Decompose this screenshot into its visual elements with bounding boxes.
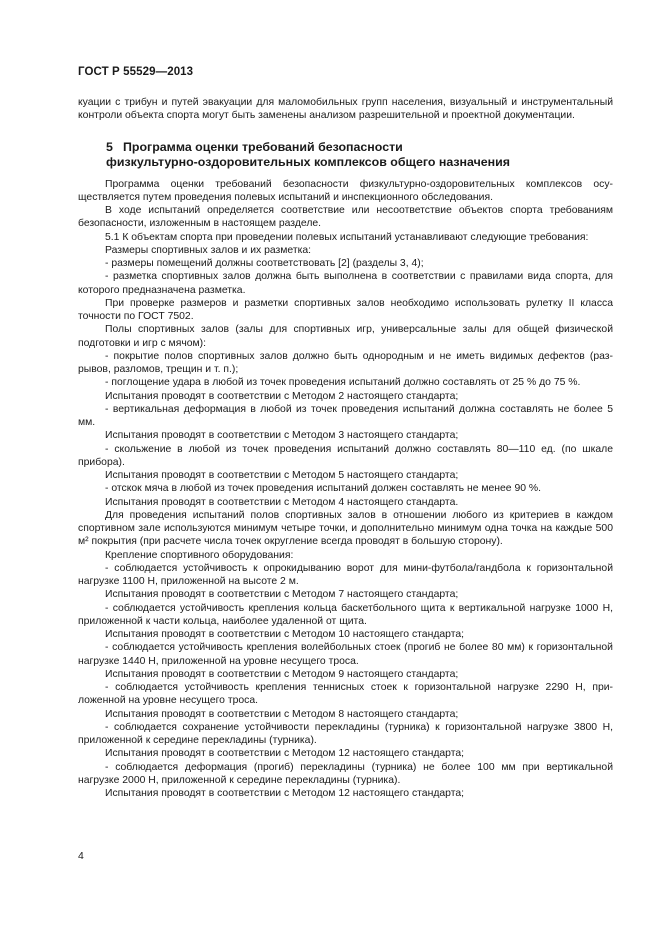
test-method-note: Испытания проводят в соответствии с Методом 12 настоящего стандарта; xyxy=(105,748,465,760)
test-method-note: Испытания проводят в соответствии с Методом 2 настоящего стандарта; xyxy=(105,390,459,402)
paragraph: При проверке размеров и разметки спортивных залов необходимо использовать рулетку II класса точности по ГОСТ 7502. xyxy=(78,297,613,322)
document-header-code: ГОСТ Р 55529—2013 xyxy=(78,66,194,78)
paragraph: В ходе испытаний определяется соответствие или несоответствие объектов спорта требованиям безопасности, изложенным в настоящем разделе. xyxy=(78,205,613,230)
intro-paragraph: куации с трибун и путей эвакуации для маломобильных групп населения, визуальный и инструментальный контроли объекта спорта могут быть заменены анализом разрешительной и проектной документации. xyxy=(78,97,613,122)
paragraph: Полы спортивных залов (залы для спортивных игр, универсальные залы для общей физической подготовки и игр с мячом): xyxy=(78,324,613,349)
test-method-note: Испытания проводят в соответствии с Методом 7 настоящего стандарта; xyxy=(105,589,459,601)
list-item: - поглощение удара в любой из точек проведения испытаний должно составлять от 25 % до 75 %. xyxy=(105,377,581,389)
test-method-note: Испытания проводят в соответствии с Методом 8 настоящего стандарта; xyxy=(105,708,459,720)
test-method-note: Испытания проводят в соответствии с Методом 5 настоящего стандарта; xyxy=(105,470,459,481)
list-item: - отскок мяча в любой из точек проведения испытаний должен составлять не менее 90 %. xyxy=(105,483,542,495)
list-item: - соблюдается устойчивость крепления кольца баскетбольного щита к вертикальной нагрузке 1000 Н, приложенной к части кольца, наиболее удаленной от щита. xyxy=(78,602,613,627)
test-method-note: Испытания проводят в соответствии с Методом 10 настоящего стандарта; xyxy=(105,629,465,640)
section-paragraphs xyxy=(78,178,613,801)
section-title-line1: Программа оценки требований безопасности xyxy=(123,139,403,154)
section-title-line2: физкультурно-оздоровительных комплексов общего назначения xyxy=(106,155,511,169)
paragraph: Программа оценки требований безопасности физкультурно-оздоровительных комплексов осуществляется путем проведения полевых испытаний и инспекционного обследования. xyxy=(78,178,613,203)
list-item: - покрытие полов спортивных залов должно быть однородным и не иметь видимых дефектов (разрывов, разломов, трещин и т. п.); xyxy=(78,350,613,375)
page-number: 4 xyxy=(78,851,84,862)
list-item: - соблюдается деформация (прогиб) перекладины (турника) не более 100 мм при вертикальной нагрузке 2000 Н, приложенной к середине перекладины (турника). xyxy=(78,761,613,786)
list-item: - вертикальная деформация в любой из точек проведения испытаний должна составлять не более 5 мм. xyxy=(78,403,613,428)
list-item: - скольжение в любой из точек проведения испытаний должно составлять 80—110 ед. (по шкале прибора). xyxy=(78,443,613,468)
paragraph: Крепление спортивного оборудования: xyxy=(105,549,294,561)
section-heading xyxy=(78,140,613,171)
list-item: - размеры помещений должны соответствовать [2] (разделы 3, 4); xyxy=(105,258,424,269)
list-item: - соблюдается сохранение устойчивости перекладины (турника) к горизонтальной нагрузке 3800 Н, приложенной к середине перекладины (турника). xyxy=(78,721,613,746)
paragraph: 5.1 К объектам спорта при проведении полевых испытаний устанавливают следующие требования: xyxy=(105,231,589,243)
paragraph: Размеры спортивных залов и их разметка: xyxy=(105,244,312,256)
list-item: - соблюдается устойчивость крепления теннисных стоек к горизонтальной нагрузке 2290 Н, приложенной на уровне несущего троса. xyxy=(78,682,613,707)
section-number: 5 xyxy=(106,139,113,154)
test-method-note: Испытания проводят в соответствии с Методом 9 настоящего стандарта; xyxy=(105,668,459,680)
list-item: - соблюдается устойчивость крепления волейбольных стоек (прогиб не более 80 мм) к горизонтальной нагрузке 1440 Н, приложенной на уровне несущего троса. xyxy=(78,642,613,667)
page-body xyxy=(78,96,613,800)
paragraph: Для проведения испытаний полов спортивных залов в отношении любого из критериев в каждом спортивном зале используются минимум четыре точки, и дополнительно минимум одна точка на каждые 500 м² покрытия (при расчете числа точек округление всегда проводят в большую сторону). xyxy=(78,509,613,548)
list-item: - соблюдается устойчивость к опрокидыванию ворот для мини-футбола/гандбола к горизонтальной нагрузке 1100 Н, приложенной на высоте 2 м. xyxy=(78,562,613,587)
test-method-note: Испытания проводят в соответствии с Методом 12 настоящего стандарта; xyxy=(105,788,465,799)
list-item: - разметка спортивных залов должна быть выполнена в соответствии с правилами вида спорта, для которого предназначена разметка. xyxy=(78,271,613,296)
test-method-note: Испытания проводят в соответствии с Методом 3 настоящего стандарта; xyxy=(105,430,459,442)
test-method-note: Испытания проводят в соответствии с Методом 4 настоящего стандарта. xyxy=(105,496,459,508)
